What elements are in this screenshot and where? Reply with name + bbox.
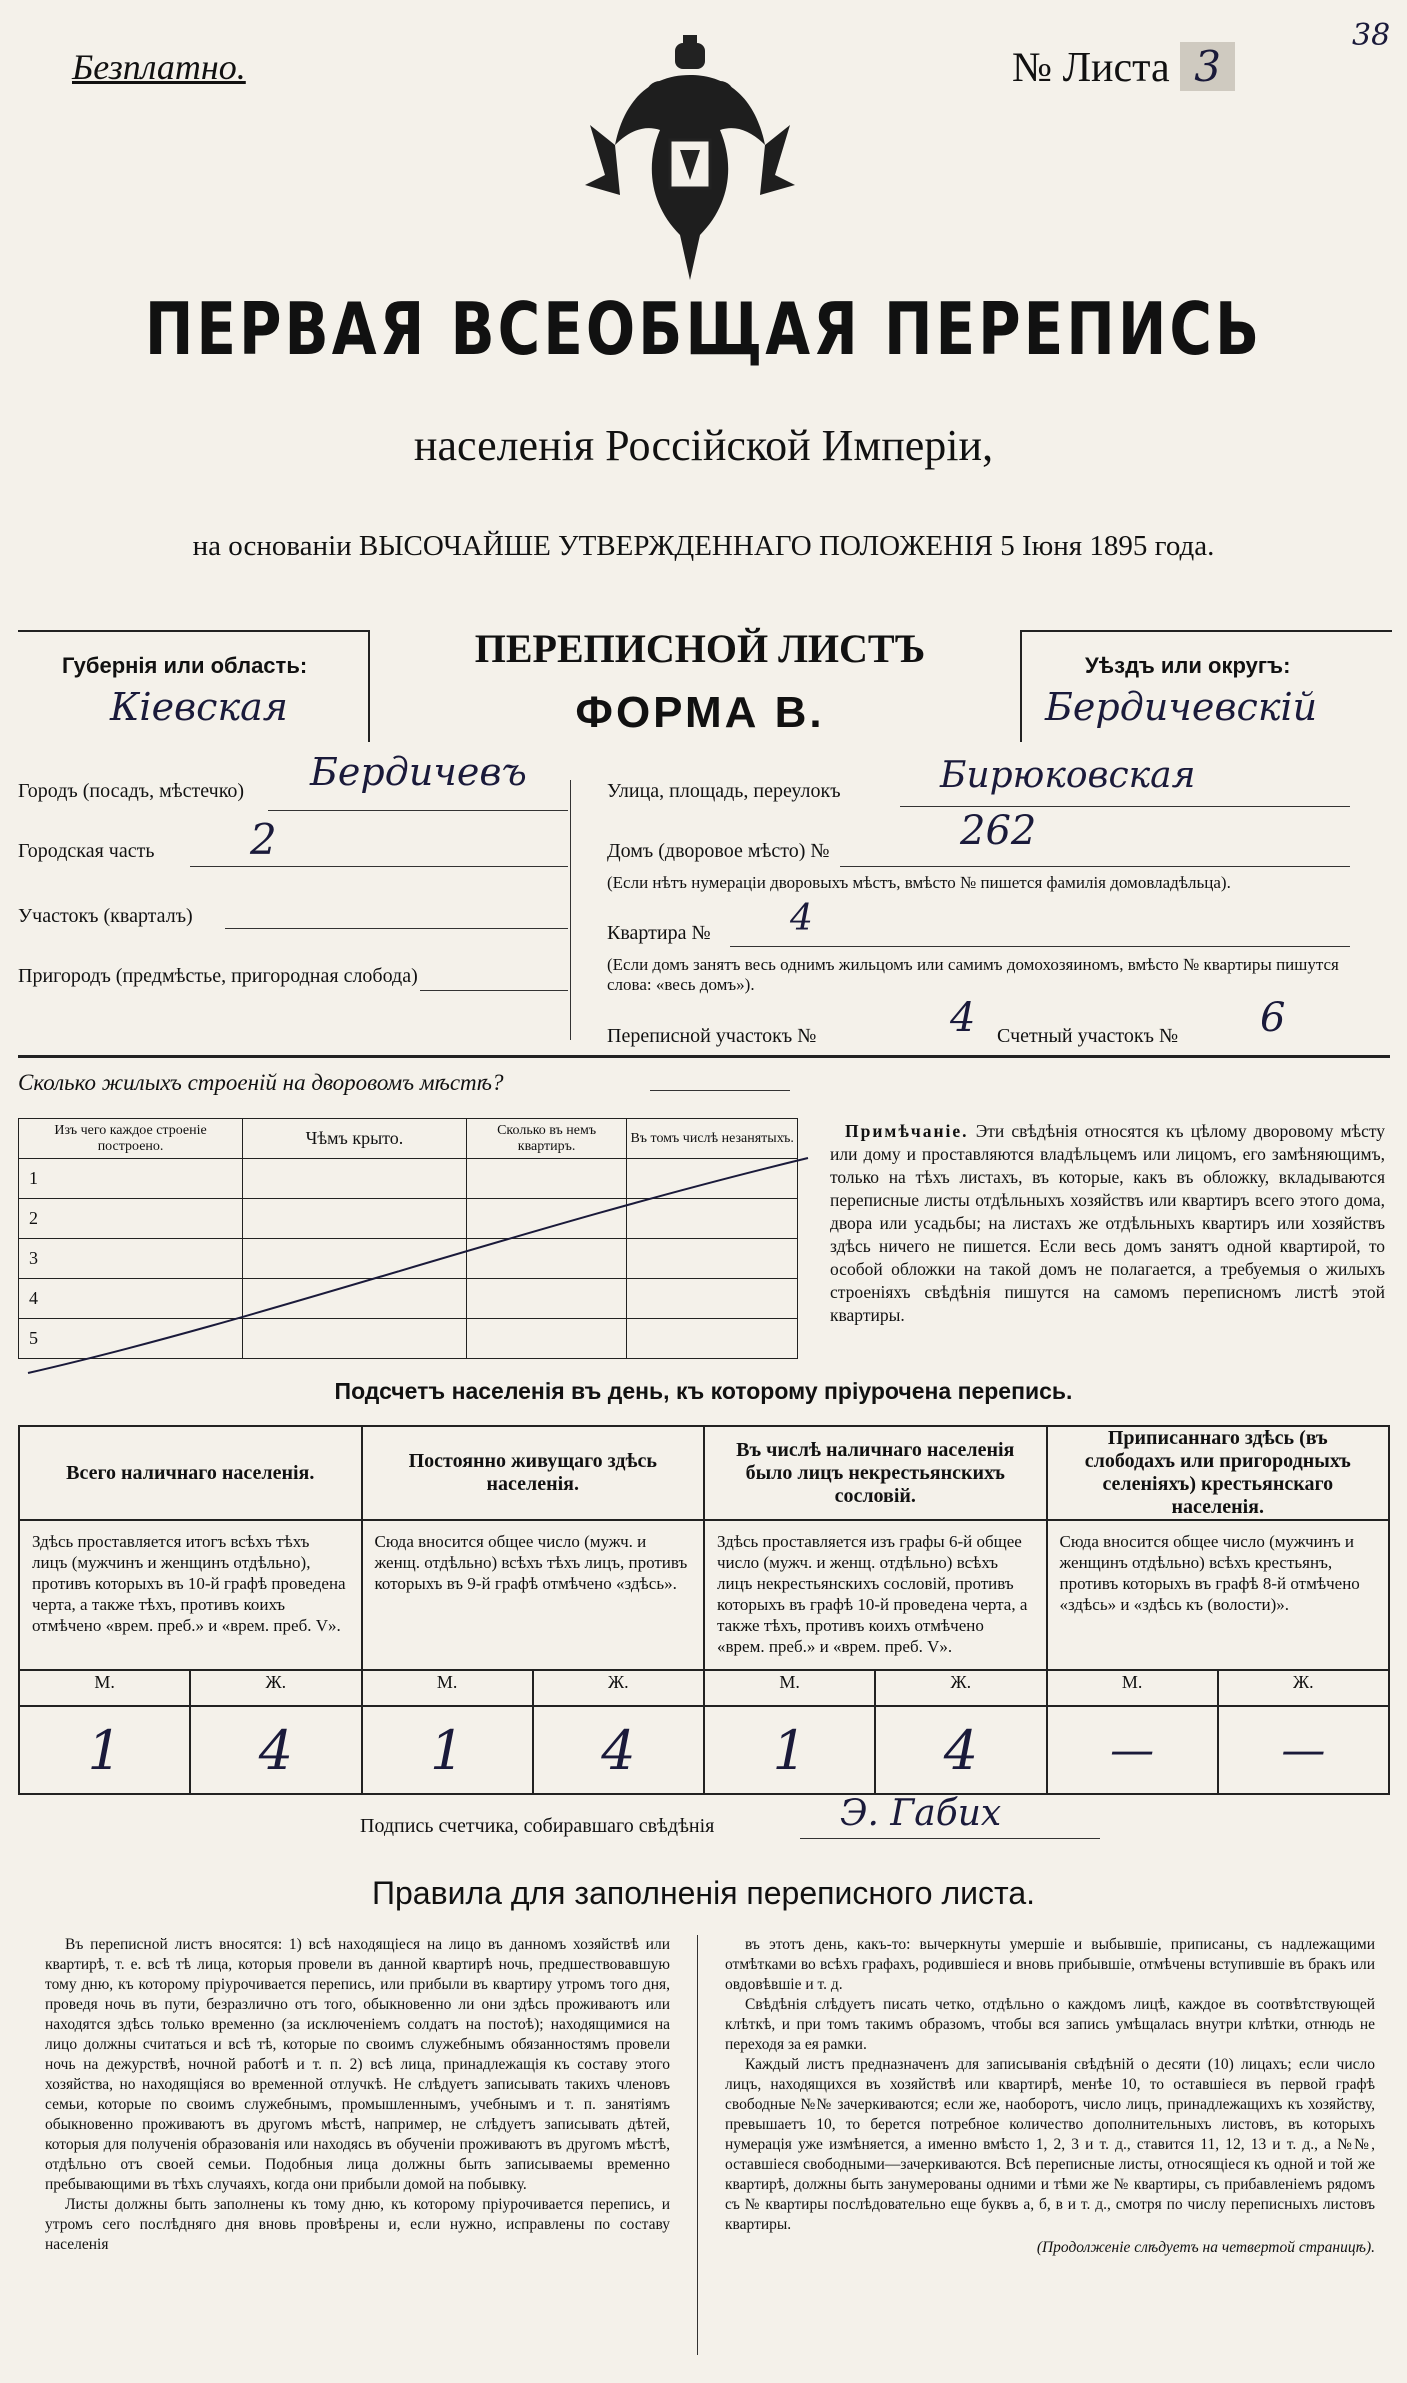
sheet-number-label [1012, 42, 1235, 92]
subtitle: населенія Россійской Имперіи, [413, 421, 994, 470]
rules-paragraph: въ этотъ день, какъ-то: вычеркнуты умершіе и выбывшіе, приписаны, съ надлежащими отмѣтками во всѣхъ графахъ, родившіеся и вновь прибывшіе, отмѣчены вступившіе въ бракъ или овдовѣвшіе и т. д. [725, 1936, 1375, 1993]
house-note: (Если нѣтъ нумераціи дворовыхъ мѣстъ, вмѣсто № пишется фамилія домовладѣльца). [607, 873, 1231, 892]
census-area-value: 4 [950, 995, 976, 1041]
male-label: М. [1047, 1670, 1218, 1706]
female-label: Ж. [533, 1670, 704, 1706]
sheet-number: 3 [1180, 42, 1235, 91]
street-value: Бирюковская [940, 755, 1196, 796]
count-head: Въ числѣ наличнаго населенія было лицъ некрестьянскихъ сословій. [704, 1426, 1047, 1520]
col-apartments: Сколько въ немъ квартиръ. [466, 1119, 627, 1159]
province-label: Губернія или область: [62, 653, 308, 678]
count-male-value: 1 [704, 1706, 875, 1794]
street-label: Улица, площадь, переулокъ [607, 780, 841, 802]
row-number: 2 [19, 1199, 243, 1239]
count-area-label: Счетный участокъ № [997, 1025, 1179, 1047]
row-number: 4 [19, 1279, 243, 1319]
double-headed-eagle-emblem [585, 35, 795, 295]
suburb-label: Пригородъ (предмѣстье, пригородная слобода) [18, 965, 418, 987]
house-value: 262 [960, 808, 1037, 854]
precinct-label: Участокъ (кварталъ) [18, 905, 193, 927]
male-label: М. [362, 1670, 533, 1706]
count-head: Постоянно живущаго здѣсь населенія. [362, 1426, 705, 1520]
rules-left-column [45, 1935, 670, 2255]
col-roof: Чѣмъ крыто. [243, 1119, 467, 1159]
rules-right-column [725, 1935, 1375, 2257]
row-number: 1 [19, 1159, 243, 1199]
col-vacant: Въ томъ числѣ незанятыхъ. [627, 1119, 798, 1159]
row-number: 5 [19, 1319, 243, 1359]
count-title: Подсчетъ населенія въ день, къ которому пріурочена перепись. [334, 1378, 1073, 1404]
sheet-label: № Листа [1012, 45, 1170, 91]
rules-paragraph: Въ переписной листъ вносятся: 1) всѣ находящіеся на лицо въ данномъ хозяйствѣ или квартирѣ, т. е. всѣ тѣ лица, которыя провели въ данной квартирѣ ночь, предшествовавшую тому дню, къ которому пріурочивается перепись, или прибыли въ квартиру утромъ того дня, проведя ночь въ пути, безразлично отъ того, обыкновенно ли они здѣсь проживаютъ или находятся здѣсь только временно (за исключеніемъ солдатъ на постоѣ); находящимися на лицо должны считаться и всѣ тѣ, которые по своимъ служебнымъ обязанностямъ провели ночь на дежурствѣ, ночной работѣ и т. п. 2) всѣ лица, принадлежащія къ составу этого хозяйства, но находящіяся во временной отлучкѣ. Не слѣдуетъ записывать такихъ членовъ семьи, которые по своимъ служебнымъ, промышленнымъ, учебнымъ и т. п. занятіямъ обыкновенно проживаютъ въ другомъ мѣстѣ, например, не слѣдуетъ записывать дѣтей, которыя для полученія образованія или находясь въ обученіи проживаютъ въ другомъ мѣстѣ, отдѣльно отъ своей семьи. Подобныя лица должны быть записываемы временно пребывающими въ тѣхъ случаяхъ, когда они прибыли домой на побывку. [45, 1936, 670, 2193]
province-value: Кіевская [110, 685, 288, 729]
house-label: Домъ (дворовое мѣсто) № [607, 840, 830, 862]
strike-through-line [18, 1118, 818, 1378]
male-label: М. [704, 1670, 875, 1706]
note-text: Эти свѣдѣнія относятся къ цѣлому дворовому мѣсту или дому и проставляются владѣльцемъ или лицомъ, его замѣняющимъ, только на тѣхъ листахъ, въ которые, какъ въ обложку, вкладываются переписные листы отдѣльныхъ хозяйствъ или квартиръ всего этого дома, двора или усадьбы; на листахъ же отдѣльныхъ квартиръ или хозяйствъ здѣсь ничего не пишется. Если весь домъ занятъ одной квартирой, то особой обложки на такой домъ не полагается, а требуемыя о жилыхъ строеніяхъ свѣдѣнія пишутся на самомъ переписномъ листѣ этой квартиры. [830, 1121, 1386, 1325]
apartment-note: (Если домъ занятъ весь однимъ жильцомъ или самимъ домохозяиномъ, вмѣсто № квартиры пишутся слова: «весь домъ»). [607, 955, 1339, 994]
count-area-value: 6 [1260, 995, 1286, 1041]
row-number: 3 [19, 1239, 243, 1279]
sheet-title: ПЕРЕПИСНОЙ ЛИСТЪ [474, 626, 926, 671]
rules-title: Правила для заполненія переписного листа. [372, 1875, 1035, 1911]
rules-paragraph: Каждый листъ предназначенъ для записыванія свѣдѣній о десяти (10) лицахъ; если число лицъ, находящихся въ хозяйствѣ или квартирѣ, менѣе 10, то оставшіеся въ первой графѣ свободные №№ зачеркиваются; если же, наоборотъ, число лицъ, принадлежащихъ къ хозяйству, превышаетъ 10, то берется потребное количество дополнительныхъ листовъ, въ которыхъ нумерація уже измѣняется, а именно вмѣсто 1, 2, 3 и т. д., ставится 11, 12, 13 и т. д., а №№, оставшіеся свободными—зачеркиваются. Всѣ переписные листы, относящіеся къ одной и той же квартирѣ, должны быть занумерованы одними и тѣми же № квартиры, съ прибавленіемъ рядомъ съ № квартиры послѣдовательно еще буквъ а, б, в и т. д., смотря по числу переписныхъ листовъ квартиры. [725, 2056, 1375, 2233]
rules-paragraph: Свѣдѣнія слѣдуетъ писать четко, отдѣльно о каждомъ лицѣ, каждое въ соотвѣтствующей клѣткѣ, и при томъ такимъ образомъ, чтобы вся запись умѣщалась внутри клѣтки, отнюдь не переходя за ея рамки. [725, 1996, 1375, 2053]
city-value: Бердичевъ [310, 750, 527, 794]
corner-number: 38 [1352, 18, 1391, 53]
count-head: Всего наличнаго населенія. [19, 1426, 362, 1520]
buildings-note [830, 1120, 1385, 1327]
female-label: Ж. [875, 1670, 1046, 1706]
signature-value: Э. Габих [840, 1793, 1002, 1834]
count-table [18, 1425, 1390, 1795]
count-female-value: 4 [533, 1706, 704, 1794]
city-part-label: Городская часть [18, 840, 155, 862]
census-area-label: Переписной участокъ № [607, 1025, 817, 1047]
form-name: ФОРМА В. [575, 688, 825, 737]
free-label: Безплатно. [72, 47, 246, 87]
continued-note: (Продолженіе слѣдуетъ на четвертой страницѣ). [1036, 2239, 1375, 2256]
apartment-value: 4 [790, 898, 813, 939]
city-part-value: 2 [250, 815, 277, 864]
apartment-label: Квартира № [607, 922, 711, 944]
female-label: Ж. [190, 1670, 361, 1706]
count-desc: Здѣсь проставляется итогъ всѣхъ тѣхъ лицъ (мужчинъ и женщинъ отдѣльно), противъ которыхъ въ 10-й графѣ проведена черта, а также тѣхъ, противъ коихъ отмѣчено «врем. преб.» и «врем. преб. V». [19, 1520, 362, 1670]
basis-line: на основаніи ВЫСОЧАЙШЕ УТВЕРЖДЕННАГО ПОЛОЖЕНІЯ 5 Іюня 1895 года. [192, 530, 1215, 562]
signature-label: Подпись счетчика, собиравшаго свѣдѣнія [360, 1815, 715, 1837]
district-label: Уѣздъ или округъ: [1085, 653, 1291, 678]
count-desc: Сюда вносится общее число (мужчинъ и женщинъ отдѣльно) всѣхъ крестьянъ, противъ которыхъ въ графѣ 8-й отмѣчено «здѣсь» и «здѣсь къ (волости)». [1047, 1520, 1390, 1670]
count-desc: Сюда вносится общее число (мужч. и женщ. отдѣльно) всѣхъ тѣхъ лицъ, противъ которыхъ въ 9-й графѣ отмѣчено «здѣсь». [362, 1520, 705, 1670]
count-female-value: 4 [875, 1706, 1046, 1794]
female-label: Ж. [1218, 1670, 1389, 1706]
district-value: Бердичевскій [1045, 685, 1318, 729]
rules-paragraph: Листы должны быть заполнены къ тому дню, къ которому пріурочивается перепись, и утромъ сего послѣдняго дня вновь провѣрены и, если нужно, исправлены по составу населенія [45, 2196, 670, 2253]
count-head: Приписаннаго здѣсь (въ слободахъ или пригородныхъ селеніяхъ) крестьянскаго населенія. [1047, 1426, 1390, 1520]
count-male-value: 1 [362, 1706, 533, 1794]
buildings-question: Сколько жилыхъ строеній на дворовомъ мѣстѣ? [18, 1070, 504, 1095]
count-desc: Здѣсь проставляется изъ графы 6-й общее число (мужч. и женщ. отдѣльно) всѣхъ лицъ некрестьянскихъ сословій, противъ которыхъ въ графѣ 10-й проведена черта, а также тѣхъ, противъ коихъ отмѣчено «врем. преб.» и «врем. преб. V». [704, 1520, 1047, 1670]
count-female-value: 4 [190, 1706, 361, 1794]
male-label: М. [19, 1670, 190, 1706]
count-male-value: 1 [19, 1706, 190, 1794]
city-label: Городъ (посадъ, мѣстечко) [18, 780, 245, 802]
main-title: ПЕРВАЯ ВСЕОБЩАЯ ПЕРЕПИСЬ [144, 286, 1263, 372]
count-female-value: — [1218, 1706, 1389, 1794]
col-material: Изъ чего каждое строеніе построено. [19, 1119, 243, 1159]
note-title: Примѣчаніе. [845, 1121, 969, 1141]
count-male-value: — [1047, 1706, 1218, 1794]
